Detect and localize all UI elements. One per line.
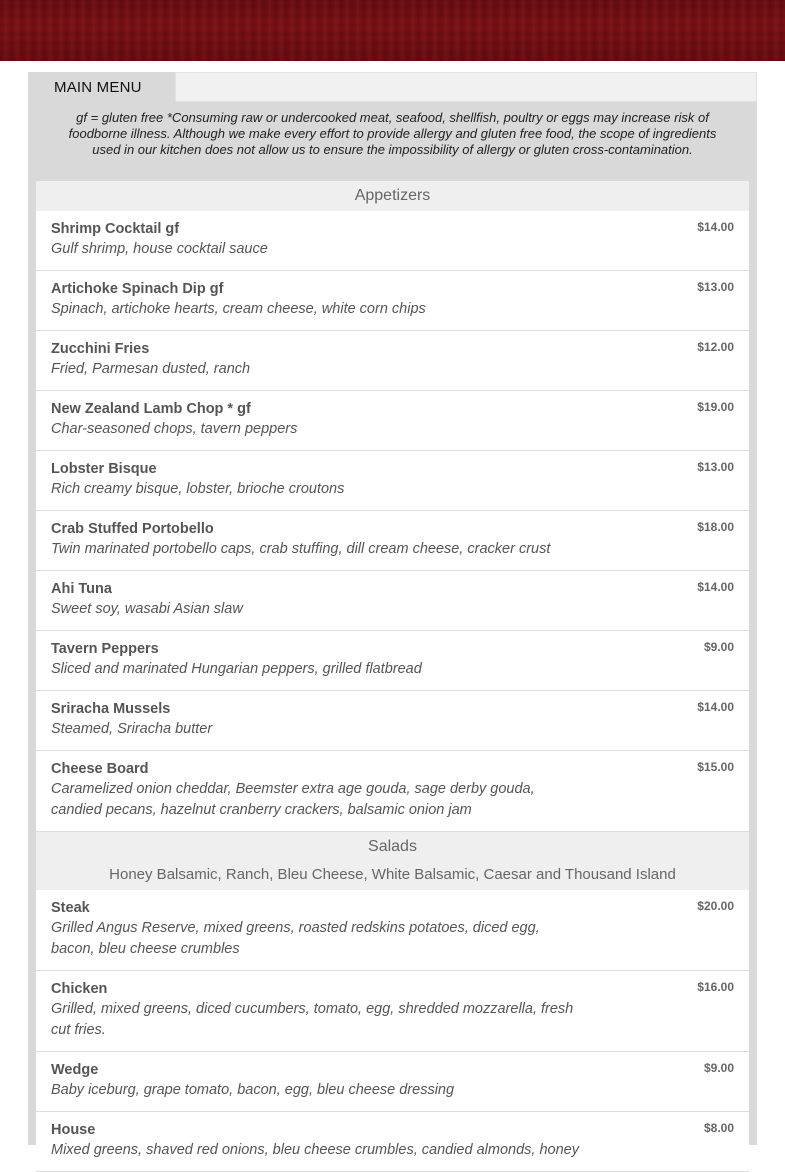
menu-item-name: Sriracha Mussels <box>51 701 171 717</box>
menu-item-description: Rich creamy bisque, lobster, brioche croutons <box>51 481 345 497</box>
allergy-disclaimer: gf = gluten free *Consuming raw or undercooked meat, seafood, shellfish, poultry or eggs may increase risk of foodborne illness. Although we make every effort to provide allergy and gluten free food, the scope of ingredients used in our kitchen does not allow us to ensure the impossibility of allergy or gluten cross-contamination. <box>68 110 717 157</box>
header-banner-image <box>0 0 785 61</box>
menu-item-description: Sliced and marinated Hungarian peppers, grilled flatbread <box>51 661 422 677</box>
menu-item-description: Mixed greens, shaved red onions, bleu cheese crumbles, candied almonds, honey <box>51 1142 579 1158</box>
menu-item-name: Steak <box>51 900 90 916</box>
menu-item-description: Sweet soy, wasabi Asian slaw <box>51 601 243 617</box>
menu-item-price: $13.00 <box>697 460 734 474</box>
menu-item-description: Grilled Angus Reserve, mixed greens, roasted redskins potatoes, diced egg, bacon, bleu cheese crumbles <box>51 920 540 957</box>
tab-main-menu[interactable]: MAIN MENU <box>28 72 173 105</box>
menu-item-description: Steamed, Sriracha butter <box>51 721 213 737</box>
menu-item-description: Spinach, artichoke hearts, cream cheese, white corn chips <box>51 301 426 317</box>
menu-item <box>36 1112 749 1172</box>
salads-list <box>36 890 749 1172</box>
menu-item <box>36 211 749 271</box>
menu-item <box>36 1052 749 1112</box>
menu-item-price: $20.00 <box>697 899 734 913</box>
menu-item-price: $14.00 <box>697 220 734 234</box>
menu-item-name: Shrimp Cocktail gf <box>51 221 180 237</box>
menu-item-price: $18.00 <box>697 520 734 534</box>
menu-item-price: $15.00 <box>697 760 734 774</box>
section-title: Salads <box>368 838 417 855</box>
section-title: Appetizers <box>354 187 431 204</box>
menu-item-name: Cheese Board <box>51 761 149 777</box>
menu-item <box>36 451 749 511</box>
menu-item <box>36 391 749 451</box>
menu-item-price: $19.00 <box>697 400 734 414</box>
menu-item-description: Baby iceburg, grape tomato, bacon, egg, bleu cheese dressing <box>51 1082 455 1098</box>
menu-item-name: Zucchini Fries <box>51 341 150 357</box>
menu-item-price: $12.00 <box>697 340 734 354</box>
menu-item-name: Ahi Tuna <box>51 581 112 597</box>
menu-item <box>36 271 749 331</box>
menu-content <box>36 181 749 1172</box>
menu-item <box>36 890 749 971</box>
salads-header <box>36 832 749 890</box>
appetizers-list <box>36 211 749 832</box>
tab-bar-filler <box>175 72 757 102</box>
menu-item-name: Wedge <box>51 1062 99 1078</box>
menu-tab-bar <box>28 72 757 105</box>
menu-item-price: $16.00 <box>697 980 734 994</box>
menu-item-description: Fried, Parmesan dusted, ranch <box>51 361 251 377</box>
menu-item-price: $13.00 <box>697 280 734 294</box>
menu-item-name: Lobster Bisque <box>51 461 157 477</box>
menu-item <box>36 511 749 571</box>
menu-item-price: $9.00 <box>703 1061 734 1075</box>
menu-item-description: Gulf shrimp, house cocktail sauce <box>51 241 268 257</box>
menu-item <box>36 691 749 751</box>
menu-item <box>36 331 749 391</box>
menu-item-name: Crab Stuffed Portobello <box>51 521 214 537</box>
menu-item-name: Tavern Peppers <box>51 641 159 657</box>
menu-item-name: New Zealand Lamb Chop * gf <box>51 401 251 417</box>
menu-item-name: House <box>51 1122 96 1138</box>
menu-item-name: Artichoke Spinach Dip gf <box>51 281 224 297</box>
menu-item <box>36 971 749 1052</box>
menu-item-name: Chicken <box>51 981 108 997</box>
menu-item-price: $14.00 <box>697 700 734 714</box>
menu-item-price: $8.00 <box>703 1121 734 1135</box>
menu-item-description: Caramelized onion cheddar, Beemster extra age gouda, sage derby gouda, candied pecans, hazelnut cranberry crackers, balsamic onion jam <box>51 781 535 818</box>
salad-dressings: Honey Balsamic, Ranch, Bleu Cheese, White Balsamic, Caesar and Thousand Island <box>109 866 676 883</box>
menu-item <box>36 751 749 832</box>
menu-item <box>36 571 749 631</box>
appetizers-header <box>36 181 749 211</box>
menu-item-description: Twin marinated portobello caps, crab stuffing, dill cream cheese, cracker crust <box>51 541 551 557</box>
menu-item-description: Char-seasoned chops, tavern peppers <box>51 421 298 437</box>
menu-item <box>36 631 749 691</box>
menu-item-price: $9.00 <box>703 640 734 654</box>
menu-item-description: Grilled, mixed greens, diced cucumbers, tomato, egg, shredded mozzarella, fresh cut fries. <box>51 1001 574 1038</box>
menu-item-price: $14.00 <box>697 580 734 594</box>
